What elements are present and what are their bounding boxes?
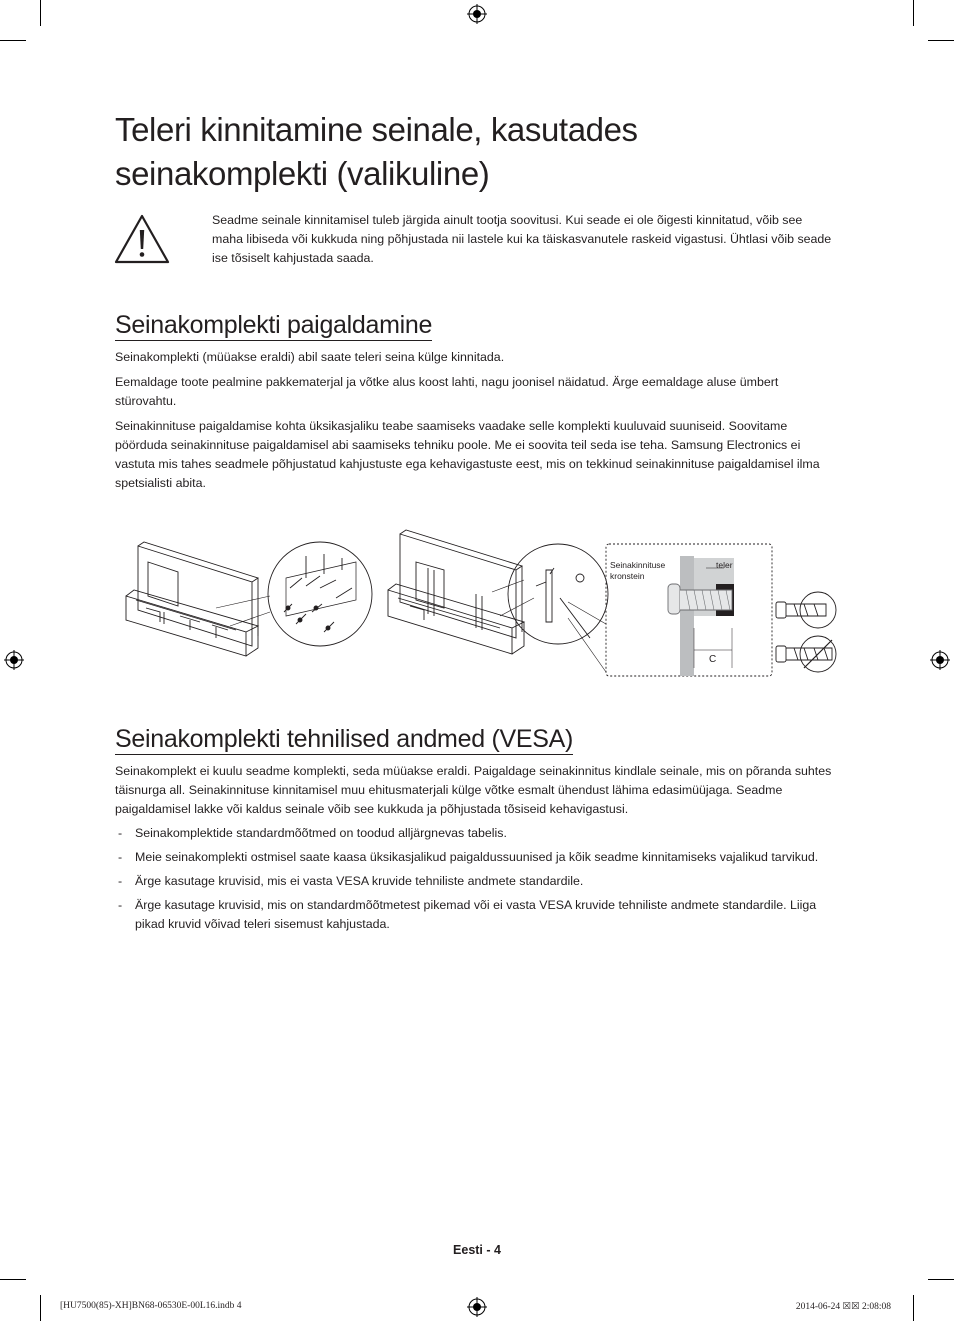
- screw-cross-section: [668, 556, 734, 676]
- section2-intro: Seinakomplekt ei kuulu seadme komplekti, seda müüakse eraldi. Paigaldage seinakinnitus kindlale seinale, mis on põranda suhtes täisnurga all. Seinakinnituse kinnitamisel muu ehitusmaterjali külge võtke esmalt ühendust lähima edasimüüjaga. Seadme paigaldamisel lakke või kaldus seinale võib see kukkuda ja põhjustada tõsiseid kehavigastusi.: [115, 764, 832, 816]
- crop-mark: [40, 1295, 41, 1321]
- crop-mark: [913, 0, 914, 26]
- wall-mount-illustration: [120, 528, 840, 688]
- list-item: [115, 872, 835, 891]
- list-item: [115, 848, 835, 867]
- tv-label: teler: [716, 560, 733, 570]
- section1-paragraph: Seinakomplekti (müüakse eraldi) abil saate teleri seina külge kinnitada.: [115, 350, 505, 364]
- bracket-label: [610, 560, 665, 582]
- tv-in-packaging-1: [126, 542, 258, 656]
- crop-mark: [0, 1279, 26, 1280]
- print-slug-right: 2014-06-24 ☒☒ 2:08:08: [795, 1302, 891, 1312]
- bullet-dash: -: [118, 826, 123, 840]
- bullet-text: Seinakomplektide standardmõõtmed on toodud alljärgnevas tabelis.: [135, 826, 507, 840]
- incorrect-screw-icon: [776, 636, 836, 672]
- warning-text: Seadme seinale kinnitamisel tuleb järgida ainult tootja soovitusi. Kui seade ei ole õigesti kinnitatud, võib see maha libiseda või kukkuda ning põhjustada nii lastele kui ka täiskasvanutele raskeid vigastusi. Ühtlasi võib seade ise tõsiselt kahjustada saada.: [212, 213, 832, 265]
- section1-paragraph: Eemaldage toote pealmine pakkematerjal ja võtke alus koost lahti, nagu joonisel näidatud. Ärge eemaldage aluse ümbert stürovahtu.: [115, 375, 779, 408]
- bullet-text: Ärge kasutage kruvisid, mis ei vasta VESA kruvide tehniliste andmete standardile.: [135, 874, 584, 888]
- section2-heading: Seinakomplekti tehnilised andmed (VESA): [115, 725, 573, 753]
- bullet-dash: -: [118, 874, 123, 888]
- page-title: [115, 108, 835, 196]
- crop-mark: [928, 1279, 954, 1280]
- section1-paragraph: Seinakinnituse paigaldamise kohta üksikasjaliku teabe saamiseks vaadake selle komplekti kuuluvaid suuniseid. Soovitame pöörduda seinakinnituse paigaldamisel abi saamiseks tehniku poole. Me ei soovita teil seda ise teha. Samsung Electronics ei vastuta mis tahes seadmele põhjustatud kahjustuste ega kehavigastuste eest, mis on tekkinud seinakinnituse paigaldamisel ilma spetsialisti abita.: [115, 419, 820, 490]
- list-item: [115, 896, 835, 934]
- registration-mark-icon: [467, 4, 487, 24]
- bracket-detail-2: [536, 568, 590, 638]
- crop-mark: [928, 40, 954, 41]
- section1-heading-wrap: [115, 310, 432, 341]
- page-title-line1: Teleri kinnitamine seinale, kasutades: [115, 111, 638, 148]
- page-title-line2: seinakomplekti (valikuline): [115, 155, 490, 192]
- registration-mark-icon: [467, 1297, 487, 1317]
- registration-mark-icon: [930, 650, 950, 670]
- section2-heading-wrap: [115, 724, 573, 755]
- bracket-label-line2: kronstein: [610, 571, 645, 581]
- section1-body: [115, 348, 835, 499]
- tv-in-packaging-2: [388, 530, 524, 654]
- crop-mark: [913, 1295, 914, 1321]
- crop-mark: [40, 0, 41, 26]
- bullet-text: Meie seinakomplekti ostmisel saate kaasa üksikasjalikud paigaldussuunised ja kõik seadme kinnitamiseks vajalikud tarvikud.: [135, 850, 819, 864]
- wall-mount-figure: [120, 528, 840, 688]
- print-slug-left: [HU7500(85)-XH]BN68-06530E-00L16.indb 4: [60, 1301, 242, 1311]
- dimension-c-label: C: [709, 654, 717, 665]
- bracket-label-line1: Seinakinnituse: [610, 560, 666, 570]
- section2-bullet-list: [115, 824, 835, 934]
- bullet-text: Ärge kasutage kruvisid, mis on standardmõõtmetest pikemad või ei vasta VESA kruvide tehniliste andmete standardile. Liiga pikad kruvid võivad teleri sisemust kahjustada.: [135, 898, 817, 931]
- registration-mark-icon: [4, 650, 24, 670]
- screw-detail-1: [284, 554, 356, 632]
- correct-screw-icon: [776, 592, 836, 628]
- bullet-dash: -: [118, 898, 123, 912]
- section2-body: [115, 762, 835, 939]
- section1-heading: Seinakomplekti paigaldamine: [115, 311, 433, 339]
- page-number: Eesti - 4: [453, 1243, 501, 1257]
- bullet-dash: -: [118, 850, 123, 864]
- crop-mark: [0, 40, 26, 41]
- list-item: [115, 824, 835, 843]
- warning-triangle-icon: [113, 213, 171, 265]
